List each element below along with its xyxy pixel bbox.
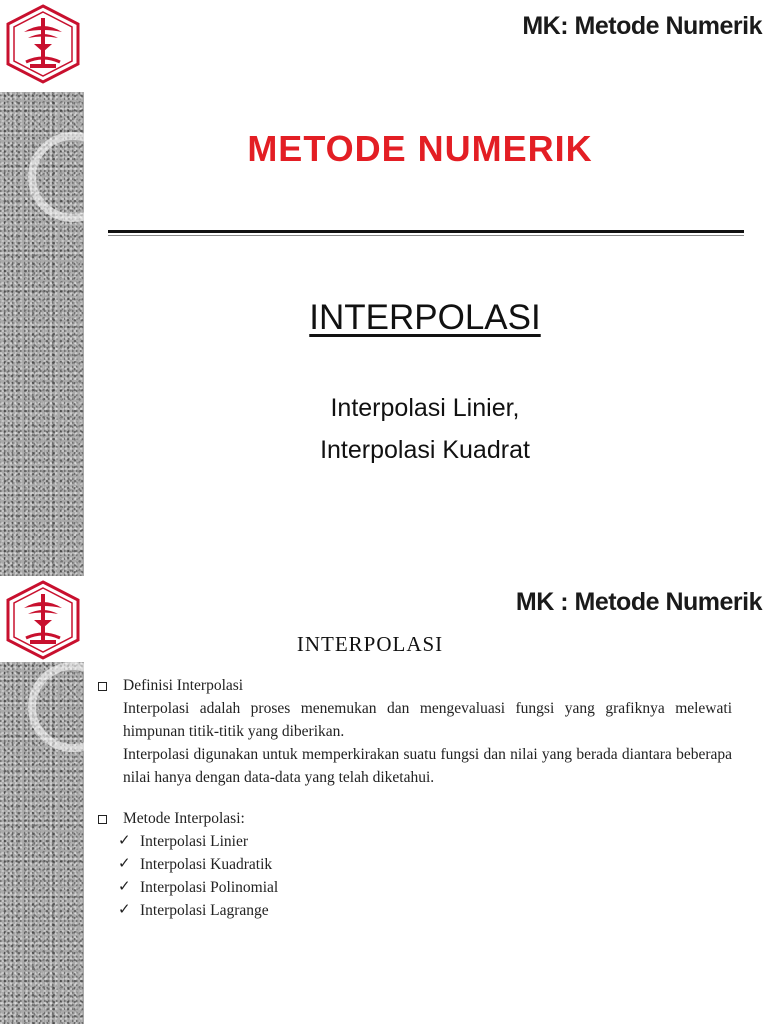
- checkmark-icon: ✓: [118, 856, 131, 872]
- list-item: [118, 876, 732, 899]
- method-label: Interpolasi Polinomial: [140, 879, 279, 896]
- university-logo-icon: [6, 4, 80, 84]
- list-item: [118, 830, 732, 853]
- university-logo-icon: [6, 580, 80, 660]
- granite-sidebar: [0, 92, 84, 576]
- methods-label: Metode Interpolasi:: [123, 810, 245, 827]
- granite-sidebar: [0, 662, 84, 1024]
- square-bullet-icon: [98, 815, 107, 824]
- checkmark-icon: ✓: [118, 833, 131, 849]
- method-label: Interpolasi Kuadratik: [140, 856, 273, 873]
- definition-text-2: Interpolasi digunakan untuk memperkirakan suatu fungsi dan nilai yang berada diantara beberapa nilai hanya dengan data-data yang telah diketahui.: [123, 746, 732, 786]
- definition-bullet: [98, 674, 732, 697]
- method-label: Interpolasi Linier: [140, 833, 249, 850]
- content-slide: [0, 576, 768, 1024]
- main-title: METODE NUMERIK: [247, 128, 593, 169]
- checkmark-icon: ✓: [118, 879, 131, 895]
- definition-label: Definisi Interpolasi: [123, 677, 244, 694]
- title-divider: [108, 230, 744, 233]
- course-header: MK: Metode Numerik: [522, 12, 762, 40]
- topic-line-2: Interpolasi Kuadrat: [320, 436, 530, 464]
- methods-bullet: [98, 807, 732, 830]
- square-bullet-icon: [98, 682, 107, 691]
- method-label: Interpolasi Lagrange: [140, 902, 269, 919]
- definition-text-1: Interpolasi adalah proses menemukan dan mengevaluasi fungsi yang grafiknya melewati himpunan titik-titik yang diberikan.: [123, 700, 732, 740]
- checkmark-icon: ✓: [118, 902, 131, 918]
- methods-list: [98, 830, 732, 922]
- slide-heading: INTERPOLASI: [296, 632, 444, 656]
- topic-title: INTERPOLASI: [309, 298, 541, 337]
- list-item: [118, 853, 732, 876]
- list-item: [118, 899, 732, 922]
- title-divider-shadow: [108, 235, 744, 236]
- topic-line-1: Interpolasi Linier,: [330, 394, 520, 422]
- decorative-ring: [28, 132, 118, 222]
- course-header: MK : Metode Numerik: [515, 588, 762, 616]
- slide-content: [98, 674, 732, 922]
